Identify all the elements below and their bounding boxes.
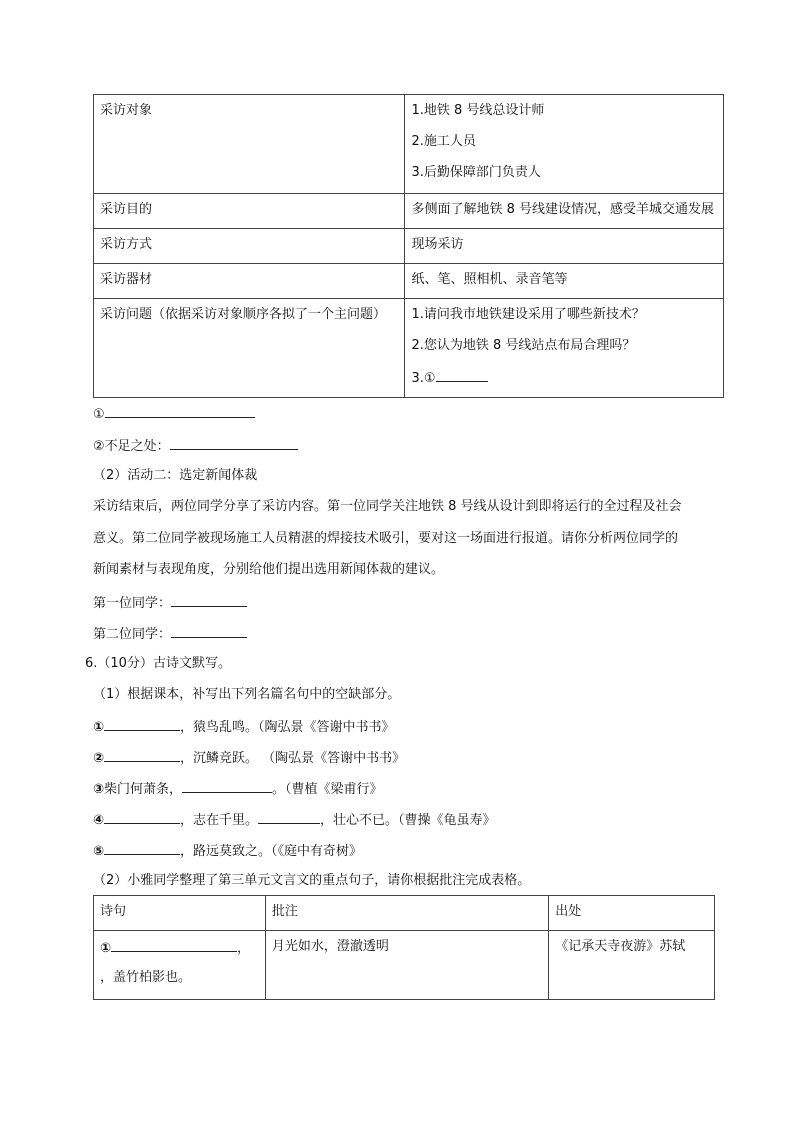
fill-item-5 — [93, 840, 362, 862]
answer-line-2 — [93, 435, 298, 457]
value-line: 1.地铁 8 号线总设计师 — [411, 103, 545, 118]
fill-item-1 — [93, 716, 395, 738]
table-row — [94, 95, 724, 194]
question6-sub2: （2）小雅同学整理了第三单元文言文的重点句子，请你根据批注完成表格。 — [93, 873, 531, 888]
answer-line-1 — [93, 403, 255, 425]
table-header-row — [94, 896, 715, 931]
answer-blank[interactable] — [111, 937, 237, 952]
activity2-heading: （2）活动二：选定新闻体裁 — [93, 468, 258, 483]
header-note: 批注 — [265, 896, 548, 931]
table-row — [94, 931, 715, 1000]
answer-blank[interactable] — [170, 435, 298, 450]
fill-text: ，壮心不已。（曹操《龟虽寿》 — [320, 813, 496, 828]
fill-text: 柴门何萧条， — [104, 782, 183, 797]
row-value: 多侧面了解地铁 8 号线建设情况，感受羊城交通发展 — [405, 194, 724, 229]
answer-blank[interactable] — [258, 809, 320, 824]
student-label: 第一位同学： — [93, 596, 172, 611]
poem-cell — [94, 931, 266, 1000]
value-line — [411, 367, 717, 387]
row-label: 采访器材 — [94, 264, 405, 299]
answer-blank[interactable] — [171, 623, 247, 638]
fill-text: ，志在千里。 — [180, 813, 259, 828]
poem-line: ① ， — [100, 937, 259, 968]
fill-text: ，猿鸟乱鸣。（陶弘景《答谢中书书》 — [180, 720, 395, 735]
row-label: 采访问题（依据采访对象顺序各拟了一个主问题） — [94, 299, 405, 398]
answer-blank[interactable] — [104, 809, 180, 824]
poem-tail: ，盖竹柏影也。 — [100, 970, 192, 985]
fill-item-3 — [93, 778, 383, 800]
row-label: 采访方式 — [94, 229, 405, 264]
question6-sub1: （1）根据课本，补写出下列名篇名句中的空缺部分。 — [93, 687, 401, 702]
answer-blank[interactable] — [436, 367, 488, 382]
source-cell: 《记承天寺夜游》苏轼 — [549, 931, 715, 1000]
table-row — [94, 194, 724, 229]
table-row — [94, 229, 724, 264]
table-row — [94, 299, 724, 398]
shortcoming-label: ②不足之处： — [93, 439, 170, 454]
row-label: 采访目的 — [94, 194, 405, 229]
interview-table — [93, 94, 724, 398]
fill-item-2 — [93, 747, 405, 769]
poem-table — [93, 895, 715, 1000]
row-value: 现场采访 — [405, 229, 724, 264]
answer-blank[interactable] — [104, 747, 180, 762]
paragraph-line: 采访结束后，两位同学分享了采访内容。第一位同学关注地铁 8 号线从设计到即将运行的全过程及社会 — [93, 499, 682, 514]
table-row — [94, 264, 724, 299]
note-cell: 月光如水，澄澈透明 — [265, 931, 548, 1000]
row-value — [405, 95, 724, 194]
value-line: 3.后勤保障部门负责人 — [411, 165, 541, 180]
fill-text: ，沉鳞竞跃。 （陶弘景《答谢中书书》 — [180, 751, 406, 766]
circle-num: ① — [100, 941, 112, 956]
student-label: 第二位同学： — [93, 627, 172, 642]
circle-num: ⑤ — [93, 844, 105, 859]
paragraph-line: 意义。第二位同学被现场施工人员精湛的焊接技术吸引，要对这一场面进行报道。请你分析两位同学的 — [93, 531, 679, 546]
answer-blank[interactable] — [105, 403, 255, 418]
paragraph-line: 新闻素材与表现角度，分别给他们提出选用新闻体裁的建议。 — [93, 562, 445, 577]
student1-answer — [93, 592, 247, 614]
header-source: 出处 — [549, 896, 715, 931]
row-value: 纸、笔、照相机、录音笔等 — [405, 264, 724, 299]
row-label: 采访对象 — [94, 95, 405, 194]
circle-num: ④ — [93, 813, 105, 828]
fill-item-4 — [93, 809, 496, 831]
value-line: 2.施工人员 — [411, 134, 476, 149]
answer-blank[interactable] — [104, 716, 180, 731]
circle-num: ① — [93, 407, 105, 422]
question3-label: 3.① — [411, 371, 436, 386]
row-value — [405, 299, 724, 398]
circle-num: ② — [93, 751, 105, 766]
answer-blank[interactable] — [171, 592, 247, 607]
student2-answer — [93, 623, 247, 645]
fill-text: 。（曹植《梁甫行》 — [272, 782, 383, 797]
fill-text: ，路远莫致之。（《庭中有奇树》 — [180, 844, 363, 859]
circle-num: ① — [93, 720, 105, 735]
answer-blank[interactable] — [104, 840, 180, 855]
value-line: 2.您认为地铁 8 号线站点布局合理吗？ — [411, 338, 636, 353]
answer-blank[interactable] — [182, 778, 272, 793]
question6-title: 6.（10分）古诗文默写。 — [85, 656, 231, 671]
value-line: 1.请问我市地铁建设采用了哪些新技术？ — [411, 307, 645, 322]
circle-num: ③ — [93, 782, 105, 797]
header-poem: 诗句 — [94, 896, 266, 931]
